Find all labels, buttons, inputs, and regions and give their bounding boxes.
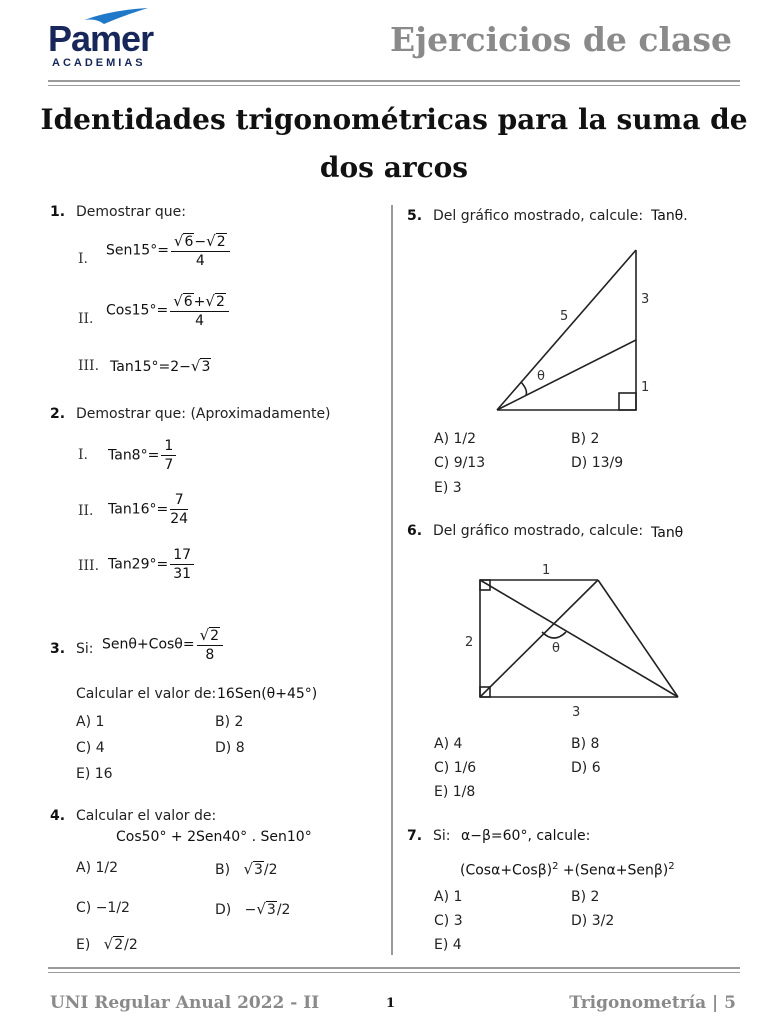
q7-option-d[interactable]: D) 3/2 [571,913,615,929]
q5-inner-line [497,340,636,410]
q5-option-d[interactable]: D) 13/9 [571,455,624,471]
footer-rule [48,967,740,969]
q2-i-formula: Tan8°= $\frac{1}{7}$ [108,438,176,473]
q1-text: Demostrar que: [76,204,187,220]
q4-option-e[interactable]: E) √2/2 [76,935,138,953]
q5-text: Del gráfico mostrado, calcule: [433,208,644,224]
q1-ii-label: II. [78,311,94,327]
q1-i-formula: Sen15°= $\frac{√6-√2}{4}$ [106,232,230,269]
q3-option-a[interactable]: A) 1 [76,714,105,730]
q6-expression: Tanθ [651,525,684,541]
q6-number: 6. [407,523,423,539]
page-title-line-1: Identidades trigonométricas para la suma de [40,103,748,136]
q7-option-e[interactable]: E) 4 [434,937,462,953]
q7-option-b[interactable]: B) 2 [571,889,600,905]
logo-name: Pamer [48,18,154,59]
q7-si: Si: [433,828,451,844]
q5-label-hyp: 5 [560,309,569,324]
q5-expression: Tanθ. [651,208,688,224]
q1-ii-formula: Cos15°= $\frac{√6+√2}{4}$ [106,292,229,329]
q6-label-top: 1 [542,563,551,578]
q7-expression: $(Cos\alpha+Cos\beta)^2 +(Sen\alpha+Sen\beta)^2$ [460,861,675,879]
page-title [30,96,758,192]
q6-text: Del gráfico mostrado, calcule: [433,523,644,539]
footer-course: UNI Regular Anual 2022 - II [50,993,320,1013]
q2-i-label: I. [78,447,88,463]
q3-option-c[interactable]: C) 4 [76,740,105,756]
q6-label-left: 2 [465,635,474,650]
footer-rule-2 [48,972,740,973]
q6-diagonal-1 [480,580,678,697]
q1-number: 1. [50,204,66,220]
q1-iii-label: III. [78,358,100,374]
q6-right-line [598,580,678,697]
header-rule-2 [48,85,740,86]
q4-text: Calcular el valor de: [76,808,217,824]
q2-ii-formula: Tan16°= $\frac{7}{24}$ [108,492,189,527]
q4-option-d[interactable]: D) −√3/2 [215,900,291,918]
q4-number: 4. [50,808,66,824]
q5-angle-arc [521,382,526,395]
q7-option-a[interactable]: A) 1 [434,889,463,905]
q2-number: 2. [50,406,66,422]
q5-right-angle-mark [619,393,636,410]
q4-expression: Cos50° + 2Sen40° . Sen10° [116,829,312,845]
q7-option-c[interactable]: C) 3 [434,913,463,929]
q3-expression: 16Sen(θ+45°) [217,686,318,702]
q6-figure [458,560,698,730]
q3-option-b[interactable]: B) 2 [215,714,244,730]
logo [48,6,178,72]
q5-option-e[interactable]: E) 3 [434,480,462,496]
q4-option-c[interactable]: C) −1/2 [76,900,130,916]
q5-option-c[interactable]: C) 9/13 [434,455,486,471]
q6-option-b[interactable]: B) 8 [571,736,600,752]
q2-iii-formula: Tan29°= $\frac{17}{31}$ [108,547,194,582]
q3-calc-text: Calcular el valor de: [76,686,217,702]
q3-number: 3. [50,641,66,657]
q2-text: Demostrar que: (Aproximadamente) [76,406,331,422]
header-title: Ejercicios de clase [390,20,732,59]
q4-option-a[interactable]: A) 1/2 [76,860,119,876]
q1-i-label: I. [78,251,88,267]
q5-label-bottom: 1 [641,380,650,395]
q6-label-angle: θ [552,641,560,656]
page-title-line-2: dos arcos [319,151,469,184]
q5-number: 5. [407,208,423,224]
q7-number: 7. [407,828,423,844]
q7-condition: α−β=60°, calcule: [461,828,591,844]
q6-option-a[interactable]: A) 4 [434,736,463,752]
q5-label-top: 3 [641,292,650,307]
q3-formula: Senθ+Cosθ= $\frac{√2}{8}$ [102,626,223,663]
header-rule [48,80,740,82]
q6-option-c[interactable]: C) 1/6 [434,760,477,776]
q2-iii-label: III. [78,558,100,574]
footer-page-center: 1 [386,996,396,1011]
q5-figure [490,240,690,430]
logo-subtitle: ACADEMIAS [52,57,146,69]
q5-option-a[interactable]: A) 1/2 [434,431,477,447]
q3-option-d[interactable]: D) 8 [215,740,245,756]
q5-label-angle: θ [537,369,545,384]
q6-option-d[interactable]: D) 6 [571,760,601,776]
q6-option-e[interactable]: E) 1/8 [434,784,476,800]
column-divider [391,205,393,955]
q6-label-bottom: 3 [572,705,581,720]
q5-hypotenuse-line [497,250,636,410]
q2-ii-label: II. [78,503,94,519]
q1-iii-formula: Tan15°=2−√3 [110,357,211,375]
q3-si: Si: [76,641,94,657]
footer-subject: Trigonometría | 5 [569,993,736,1013]
q5-option-b[interactable]: B) 2 [571,431,600,447]
q4-option-b[interactable]: B) √3/2 [215,860,278,878]
q3-option-e[interactable]: E) 16 [76,766,113,782]
